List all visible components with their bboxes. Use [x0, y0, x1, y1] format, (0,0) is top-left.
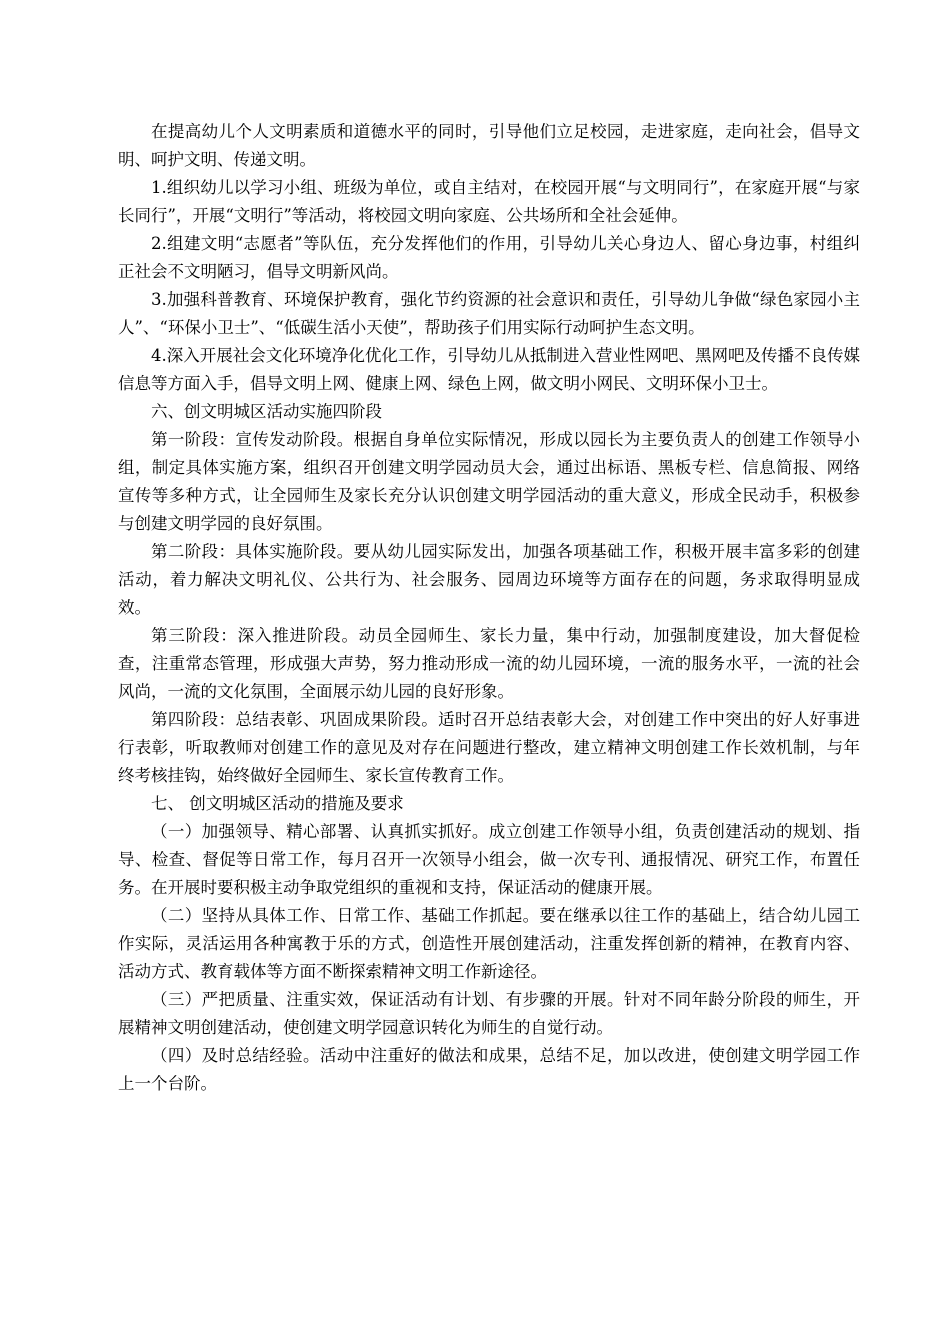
- paragraph-measure-3: （三）严把质量、注重实效，保证活动有计划、有步骤的开展。针对不同年龄分阶段的师生，开展精神文明创建活动，使创建文明学园意识转化为师生的自觉行动。: [118, 990, 860, 1037]
- paragraph-stage-2: 第二阶段：具体实施阶段。要从幼儿园实际发出，加强各项基础工作，积极开展丰富多彩的创建活动，着力解决文明礼仪、公共行为、社会服务、园周边环境等方面存在的问题，务求取得明显成效。: [118, 542, 860, 617]
- paragraph-item-2: 2.组建文明“志愿者”等队伍，充分发挥他们的作用，引导幼儿关心身边人、留心身边事，村组纠正社会不文明陋习，倡导文明新风尚。: [118, 234, 860, 281]
- section-heading-6: 六、创文明城区活动实施四阶段: [151, 402, 382, 421]
- section-heading-7: 七、 创文明城区活动的措施及要求: [151, 794, 404, 813]
- paragraph-item-1: 1.组织幼儿以学习小组、班级为单位，或自主结对，在校园开展“与文明同行”，在家庭开展“与家长同行”，开展“文明行”等活动，将校园文明向家庭、公共场所和全社会延伸。: [118, 178, 860, 225]
- paragraph-intro: 在提高幼儿个人文明素质和道德水平的同时，引导他们立足校园，走进家庭，走向社会，倡导文明、呵护文明、传递文明。: [118, 122, 860, 169]
- paragraph-measure-1: （一）加强领导、精心部署、认真抓实抓好。成立创建工作领导小组，负责创建活动的规划、指导、检查、督促等日常工作，每月召开一次领导小组会，做一次专刊、通报情况、研究工作，布置任务。在开展时要积极主动争取党组织的重视和支持，保证活动的健康开展。: [118, 822, 860, 897]
- paragraph-measure-4: （四）及时总结经验。活动中注重好的做法和成果，总结不足，加以改进，使创建文明学园工作上一个台阶。: [118, 1046, 860, 1093]
- paragraph-stage-4: 第四阶段：总结表彰、巩固成果阶段。适时召开总结表彰大会，对创建工作中突出的好人好事进行表彰，听取教师对创建工作的意见及对存在问题进行整改，建立精神文明创建工作长效机制，与年终考核挂钩，始终做好全园师生、家长宣传教育工作。: [118, 710, 860, 785]
- paragraph-stage-3: 第三阶段：深入推进阶段。动员全园师生、家长力量，集中行动，加强制度建设，加大督促检查，注重常态管理，形成强大声势，努力推动形成一流的幼儿园环境，一流的服务水平，一流的社会风尚，一流的文化氛围，全面展示幼儿园的良好形象。: [118, 626, 860, 701]
- paragraph-item-3: 3.加强科普教育、环境保护教育，强化节约资源的社会意识和责任，引导幼儿争做“绿色家园小主人”、“环保小卫士”、“低碳生活小天使”，帮助孩子们用实际行动呵护生态文明。: [118, 290, 860, 337]
- paragraph-stage-1: 第一阶段：宣传发动阶段。根据自身单位实际情况，形成以园长为主要负责人的创建工作领导小组，制定具体实施方案，组织召开创建文明学园动员大会，通过出标语、黑板专栏、信息简报、网络宣传等多种方式，让全园师生及家长充分认识创建文明学园活动的重大意义，形成全民动手，积极参与创建文明学园的良好氛围。: [118, 430, 860, 533]
- paragraph-measure-2: （二）坚持从具体工作、日常工作、基础工作抓起。要在继承以往工作的基础上，结合幼儿园工作实际，灵活运用各种寓教于乐的方式，创造性开展创建活动，注重发挥创新的精神，在教育内容、活动方式、教育载体等方面不断探索精神文明工作新途径。: [118, 906, 860, 981]
- document-body: [118, 118, 860, 1098]
- paragraph-item-4: 4.深入开展社会文化环境净化优化工作，引导幼儿从抵制进入营业性网吧、黑网吧及传播不良传媒信息等方面入手，倡导文明上网、健康上网、绿色上网，做文明小网民、文明环保小卫士。: [118, 346, 860, 393]
